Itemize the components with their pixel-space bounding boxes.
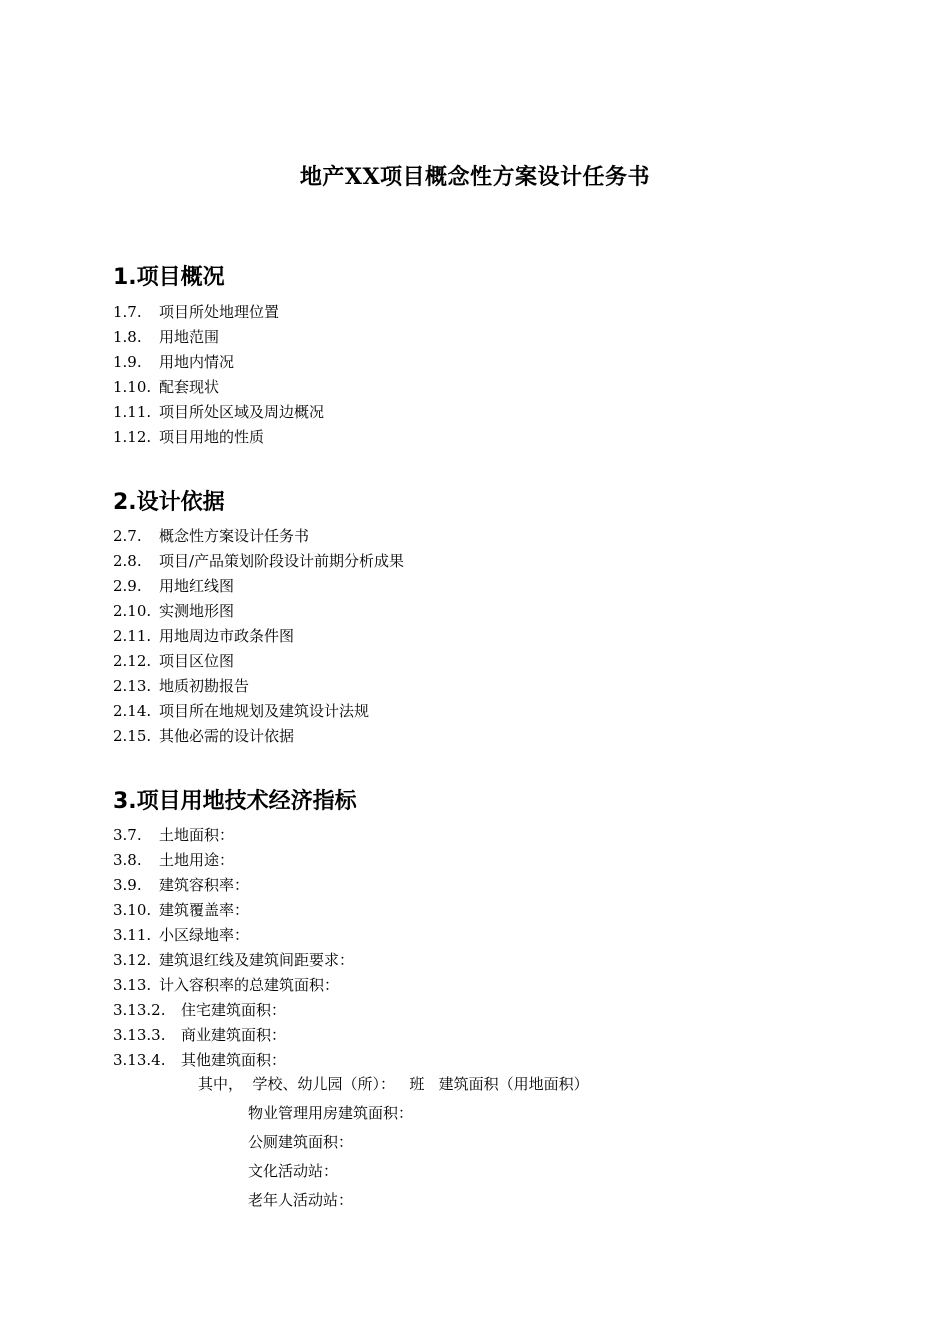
item-number: 3.12. <box>113 951 152 969</box>
list-item <box>113 551 404 571</box>
item-text: 配套现状 <box>159 378 220 396</box>
subnote-elderly-station-line: 老年人活动站： <box>248 1191 354 1209</box>
list-item <box>113 825 234 845</box>
item-text: 建筑覆盖率： <box>159 901 250 919</box>
list-item <box>113 950 354 970</box>
list-item <box>113 626 294 646</box>
item-number: 1.11. <box>113 403 152 421</box>
item-number: 3.13.2. <box>113 1001 166 1019</box>
list-item <box>113 676 249 696</box>
list-item <box>113 701 369 721</box>
list-item <box>113 925 249 945</box>
list-item <box>113 377 219 397</box>
item-number: 3.8. <box>113 851 142 869</box>
list-item <box>113 875 249 895</box>
item-number: 1.9. <box>113 353 142 371</box>
item-text: 概念性方案设计任务书 <box>159 527 310 545</box>
list-item <box>113 601 234 621</box>
item-text: 计入容积率的总建筑面积： <box>159 976 340 994</box>
item-text: 建筑容积率： <box>159 876 250 894</box>
list-item <box>113 402 324 422</box>
item-number: 1.8. <box>113 328 142 346</box>
item-number: 2.9. <box>113 577 142 595</box>
item-text: 住宅建筑面积： <box>181 1001 287 1019</box>
list-item <box>113 726 294 746</box>
list-item <box>113 1025 286 1045</box>
item-text: 地质初勘报告 <box>159 677 250 695</box>
item-number: 2.8. <box>113 552 142 570</box>
item-number: 3.9. <box>113 876 142 894</box>
item-number: 2.12. <box>113 652 152 670</box>
list-item <box>113 1050 286 1070</box>
subnote-school-line: 其中， 学校、幼儿园（所）： 班 建筑面积（用地面积） <box>198 1075 589 1093</box>
subnote-culture-station-line: 文化活动站： <box>248 1162 339 1180</box>
item-number: 2.10. <box>113 602 152 620</box>
list-item <box>113 352 234 372</box>
section-heading-3: 3.项目用地技术经济指标 <box>113 789 357 814</box>
item-number: 3.11. <box>113 926 152 944</box>
item-text: 项目区位图 <box>159 652 235 670</box>
item-number: 2.11. <box>113 627 152 645</box>
item-text: 建筑退红线及建筑间距要求： <box>159 951 355 969</box>
item-text: 小区绿地率： <box>159 926 250 944</box>
item-text: 实测地形图 <box>159 602 235 620</box>
item-number: 3.13. <box>113 976 152 994</box>
subnote-public-toilet-line: 公厕建筑面积： <box>248 1133 354 1151</box>
list-item <box>113 526 309 546</box>
item-text: 土地面积： <box>159 826 235 844</box>
item-number: 3.10. <box>113 901 152 919</box>
list-item <box>113 302 279 322</box>
list-item <box>113 327 219 347</box>
list-item <box>113 576 234 596</box>
item-text: 用地范围 <box>159 328 220 346</box>
document-title: 地产XX项目概念性方案设计任务书 <box>299 164 651 190</box>
subnote-property-management-line: 物业管理用房建筑面积： <box>248 1104 414 1122</box>
item-number: 2.14. <box>113 702 152 720</box>
item-text: 其他建筑面积： <box>181 1051 287 1069</box>
item-text: 项目所处地理位置 <box>159 303 280 321</box>
item-number: 3.7. <box>113 826 142 844</box>
item-text: 用地红线图 <box>159 577 235 595</box>
item-text: 土地用途： <box>159 851 235 869</box>
section-heading-1: 1.项目概况 <box>113 265 225 290</box>
item-number: 3.13.3. <box>113 1026 166 1044</box>
item-text: 项目/产品策划阶段设计前期分析成果 <box>159 552 405 570</box>
item-number: 2.7. <box>113 527 142 545</box>
list-item <box>113 975 339 995</box>
item-text: 项目所在地规划及建筑设计法规 <box>159 702 370 720</box>
item-text: 商业建筑面积： <box>181 1026 287 1044</box>
item-number: 2.13. <box>113 677 152 695</box>
item-text: 用地周边市政条件图 <box>159 627 295 645</box>
list-item <box>113 850 234 870</box>
item-number: 1.10. <box>113 378 152 396</box>
item-number: 1.7. <box>113 303 142 321</box>
item-text: 项目用地的性质 <box>159 428 265 446</box>
item-text: 用地内情况 <box>159 353 235 371</box>
list-item <box>113 651 234 671</box>
list-item <box>113 1000 286 1020</box>
list-item <box>113 900 249 920</box>
section-heading-2: 2.设计依据 <box>113 490 225 515</box>
item-number: 3.13.4. <box>113 1051 166 1069</box>
item-text: 其他必需的设计依据 <box>159 727 295 745</box>
item-number: 2.15. <box>113 727 152 745</box>
item-number: 1.12. <box>113 428 152 446</box>
item-text: 项目所处区域及周边概况 <box>159 403 325 421</box>
list-item <box>113 427 264 447</box>
